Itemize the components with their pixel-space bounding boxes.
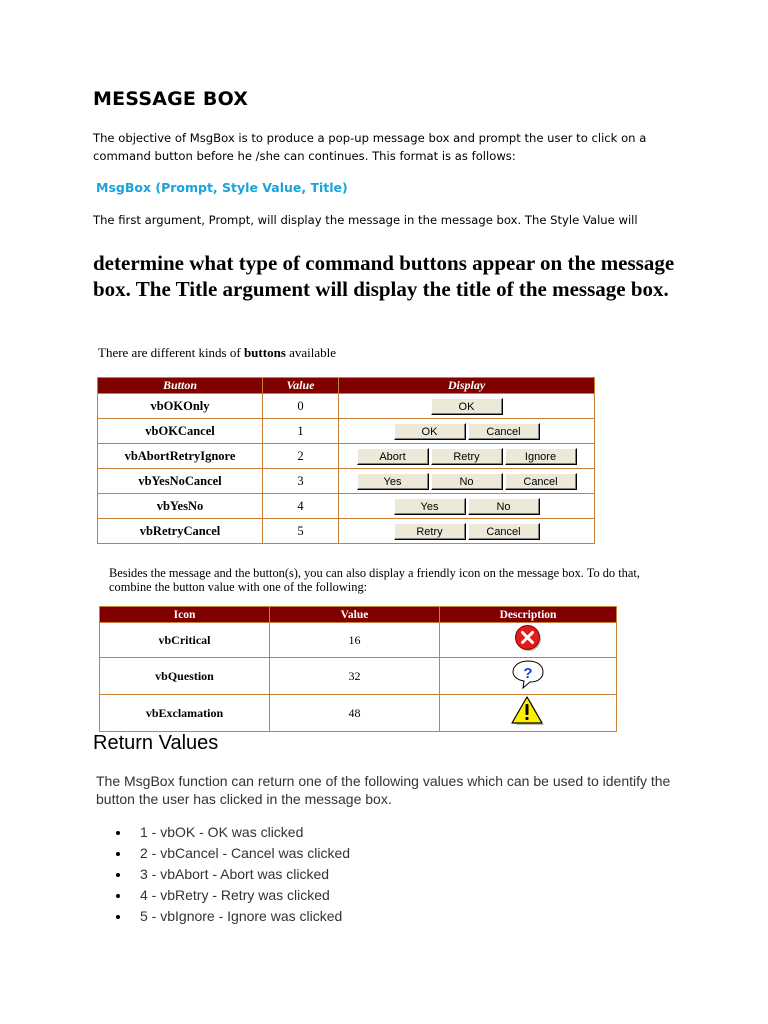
buttons-intro-suffix: available bbox=[285, 345, 337, 360]
question-icon bbox=[511, 658, 545, 694]
button-display bbox=[339, 419, 595, 444]
list-item bbox=[96, 864, 350, 885]
icon-style-value: 32 bbox=[270, 658, 440, 695]
svg-text:?: ? bbox=[523, 665, 533, 682]
table-row bbox=[98, 494, 595, 519]
sample-cancel-button: Cancel bbox=[505, 473, 577, 490]
return-value-text: 2 - vbCancel - Cancel was clicked bbox=[140, 845, 351, 861]
table-row bbox=[98, 394, 595, 419]
return-values-heading: Return Values bbox=[93, 732, 219, 754]
button-style-value: 3 bbox=[263, 469, 339, 494]
sample-ok-button: OK bbox=[431, 398, 503, 415]
sample-cancel-button: Cancel bbox=[468, 423, 540, 440]
table-row bbox=[100, 695, 617, 732]
icon-description bbox=[440, 658, 617, 695]
button-display bbox=[339, 469, 595, 494]
button-style-name: vbOKOnly bbox=[98, 394, 263, 419]
return-value-text: 4 - vbRetry - Retry was clicked bbox=[140, 887, 330, 903]
bullet-icon bbox=[116, 873, 120, 877]
icon-style-value: 48 bbox=[270, 695, 440, 732]
table-row bbox=[100, 658, 617, 695]
button-style-value: 1 bbox=[263, 419, 339, 444]
sample-no-button: No bbox=[468, 498, 540, 515]
buttons-header-value: Value bbox=[263, 378, 339, 394]
button-style-name: vbYesNo bbox=[98, 494, 263, 519]
list-item bbox=[96, 843, 350, 864]
icon-style-name: vbExclamation bbox=[100, 695, 270, 732]
icons-header-description: Description bbox=[440, 607, 617, 623]
prompt-paragraph: The first argument, Prompt, will display the message in the message box. The Style Value will bbox=[93, 213, 638, 227]
table-row bbox=[98, 419, 595, 444]
button-display bbox=[339, 444, 595, 469]
sample-no-button: No bbox=[431, 473, 503, 490]
syntax-line: MsgBox (Prompt, Style Value, Title) bbox=[96, 180, 348, 195]
buttons-intro bbox=[98, 345, 336, 361]
table-row bbox=[98, 519, 595, 544]
sample-retry-button: Retry bbox=[431, 448, 503, 465]
bullet-icon bbox=[116, 894, 120, 898]
table-row bbox=[98, 444, 595, 469]
exclamation-icon bbox=[510, 695, 546, 731]
button-display bbox=[339, 519, 595, 544]
icons-header-value: Value bbox=[270, 607, 440, 623]
buttons-header-display: Display bbox=[339, 378, 595, 394]
sample-ignore-button: Ignore bbox=[505, 448, 577, 465]
return-value-text: 5 - vbIgnore - Ignore was clicked bbox=[140, 908, 343, 924]
sample-yes-button: Yes bbox=[357, 473, 429, 490]
button-display bbox=[339, 494, 595, 519]
sample-cancel-button: Cancel bbox=[468, 523, 540, 540]
button-style-name: vbRetryCancel bbox=[98, 519, 263, 544]
icon-description bbox=[440, 695, 617, 732]
buttons-header-button: Button bbox=[98, 378, 263, 394]
list-item bbox=[96, 906, 350, 927]
table-row bbox=[98, 469, 595, 494]
return-values-paragraph: The MsgBox function can return one of the following values which can be used to identify the button the user has clicked in the message box. bbox=[96, 773, 671, 807]
sample-ok-button: OK bbox=[394, 423, 466, 440]
icon-style-name: vbQuestion bbox=[100, 658, 270, 695]
icon-description bbox=[440, 623, 617, 658]
sample-abort-button: Abort bbox=[357, 448, 429, 465]
buttons-intro-bold: buttons bbox=[243, 345, 286, 360]
icon-style-name: vbCritical bbox=[100, 623, 270, 658]
return-value-text: 1 - vbOK - OK was clicked bbox=[140, 824, 304, 840]
table-row bbox=[100, 623, 617, 658]
sample-retry-button: Retry bbox=[394, 523, 466, 540]
button-style-name: vbAbortRetryIgnore bbox=[98, 444, 263, 469]
sample-yes-button: Yes bbox=[394, 498, 466, 515]
intro-paragraph: The objective of MsgBox is to produce a pop-up message box and prompt the user to click on a command button before he /she can continues. This format is as follows: bbox=[93, 131, 647, 163]
button-display bbox=[339, 394, 595, 419]
critical-icon bbox=[513, 623, 543, 657]
list-item bbox=[96, 822, 350, 843]
button-style-value: 0 bbox=[263, 394, 339, 419]
icon-style-value: 16 bbox=[270, 623, 440, 658]
bullet-icon bbox=[116, 915, 120, 919]
return-value-text: 3 - vbAbort - Abort was clicked bbox=[140, 866, 330, 882]
list-item bbox=[96, 885, 350, 906]
button-style-name: vbOKCancel bbox=[98, 419, 263, 444]
bullet-icon bbox=[116, 831, 120, 835]
icons-header-icon: Icon bbox=[100, 607, 270, 623]
return-values-list bbox=[96, 822, 350, 927]
style-value-paragraph: determine what type of command buttons appear on the message box. The Title argument will display the title of the message box. bbox=[93, 251, 675, 301]
icons-table bbox=[99, 606, 617, 732]
buttons-table bbox=[97, 377, 595, 544]
bullet-icon bbox=[116, 852, 120, 856]
button-style-value: 5 bbox=[263, 519, 339, 544]
page-title: MESSAGE BOX bbox=[93, 88, 249, 110]
buttons-intro-prefix: There are different kinds of bbox=[98, 345, 244, 360]
icons-intro: Besides the message and the button(s), you can also display a friendly icon on the message box. To do that, combine the button value with one of the following: bbox=[109, 566, 640, 594]
button-style-value: 2 bbox=[263, 444, 339, 469]
button-style-name: vbYesNoCancel bbox=[98, 469, 263, 494]
button-style-value: 4 bbox=[263, 494, 339, 519]
